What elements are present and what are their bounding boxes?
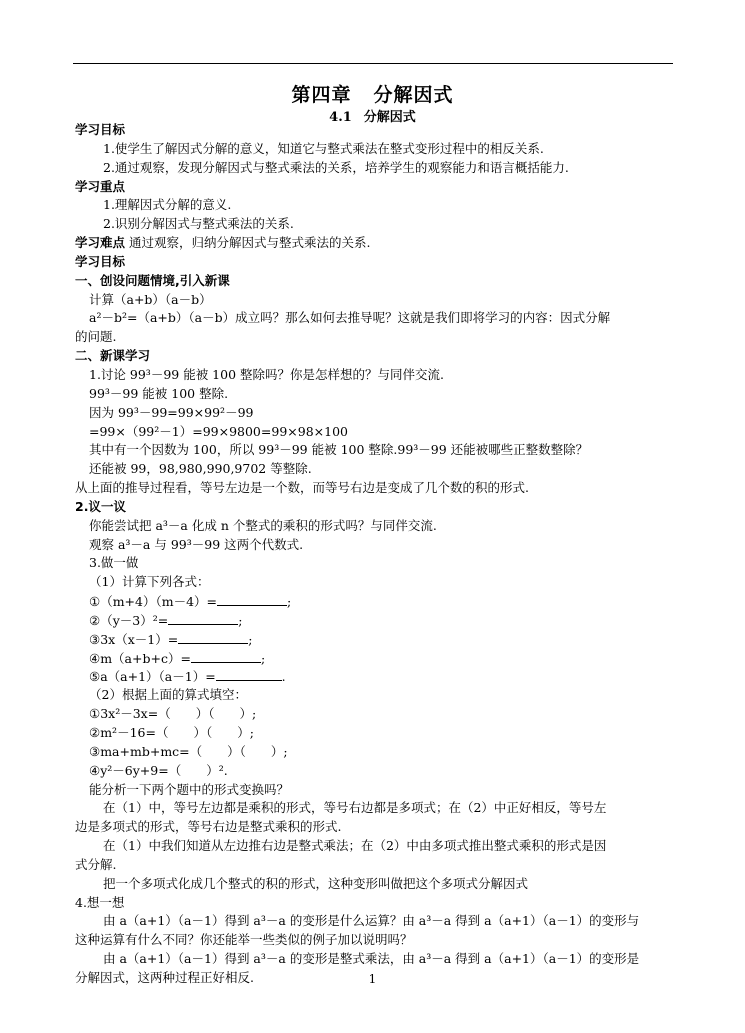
text-line [75,441,675,460]
section-number: 4.1 [329,110,352,125]
text-line [75,931,675,950]
section-name: 分解因式 [363,110,416,125]
text-line [75,253,675,272]
line-text: （1）计算下列各式： [89,574,210,590]
text-line [75,498,675,517]
answer-blank[interactable] [191,649,261,663]
line-text: 由 a（a+1）（a－1）得到 a³－a 的变形是整式乘法，由 a³－a 得到 a（a+1）（a－1）的变形是 [103,951,640,967]
text-line [75,423,675,442]
line-punctuation: ; [287,594,292,610]
text-line [75,950,675,969]
text-line [75,818,675,837]
chapter-name: 分解因式 [373,84,454,106]
line-text: 2.识别分解因式与整式乘法的关系. [103,216,294,232]
text-line [75,611,675,630]
text-line [75,649,675,668]
text-line [75,178,675,197]
text-line [75,234,675,253]
text-line [75,291,675,310]
text-line [75,856,675,875]
text-line [75,894,675,913]
text-line [75,592,675,611]
text-line [75,517,675,536]
text-line [75,799,675,818]
section-heading: 一、创设问题情境,引入新课 [75,272,230,288]
line-text: 边是多项式的形式，等号右边是整式乘积的形式. [75,819,342,835]
line-text: 计算（a+b）（a－b） [89,291,212,307]
section-heading: 2.议一议 [75,498,126,514]
answer-blank[interactable] [178,630,248,644]
chapter-number: 第四章 [291,84,352,106]
line-text: （2）根据上面的算式填空： [89,687,247,703]
line-text: a²－b²=（a+b）（a－b）成立吗？那么如何去推导呢？这就是我们即将学习的内容：因式分解 [89,310,611,326]
text-line [75,743,675,762]
line-text: 分解因式，这两种过程正好相反. [75,969,254,985]
line-text: 通过观察，归纳分解因式与整式乘法的关系. [125,235,371,251]
text-line [75,309,675,328]
text-line [75,536,675,555]
line-text: ③ma+mb+mc=（ ）（ ）; [89,743,288,759]
line-text: 能分析一下两个题中的形式变换吗？ [89,781,290,797]
line-text: 观察 a³－a 与 99³－99 这两个代数式. [89,536,304,552]
line-text: 在（1）中，等号左边都是乘积的形式，等号右边都是多项式；在（2）中正好相反，等号左 [103,800,607,816]
line-text: 这种运算有什么不同？你还能举一些类似的例子加以说明吗？ [75,932,413,948]
line-punctuation: ; [248,631,253,647]
line-text: 还能被 99，98,980,990,9702 等整除. [89,461,312,477]
text-line [75,385,675,404]
line-text: ④m（a+b+c）= [89,650,191,666]
line-text: 把一个多项式化成几个整式的积的形式，这种变形叫做把这个多项式分解因式 [103,875,529,891]
text-line [75,479,675,498]
text-line [75,159,675,178]
line-text: ①3x²－3x=（ ）（ ）; [89,706,257,722]
text-line [75,875,675,894]
text-line [75,667,675,686]
line-text: 1.理解因式分解的意义. [103,197,232,213]
answer-blank[interactable] [216,667,282,681]
line-text: 其中有一个因数为 100，所以 99³－99 能被 100 整除.99³－99 还能被哪些正整数整除？ [89,442,589,458]
line-text: ⑤a（a+1）（a－1）= [89,669,216,685]
section-heading: 学习重点 [75,178,126,194]
text-line [75,347,675,366]
line-text: 2.通过观察，发现分解因式与整式乘法的关系，培养学生的观察能力和语言概括能力. [103,159,569,175]
line-text: =99×（99²－1）=99×9800=99×98×100 [89,423,348,439]
line-text: ①（m+4）（m－4）= [89,594,218,610]
text-line [75,404,675,423]
text-line [75,781,675,800]
line-text: 由 a（a+1）（a－1）得到 a³－a 的变形是什么运算？由 a³－a 得到 a（a+1）（a－1）的变形与 [103,913,640,929]
text-line [75,686,675,705]
text-line [75,196,675,215]
section-heading: 学习目标 [75,122,126,137]
line-text: 1.使学生了解因式分解的意义，知道它与整式乘法在整式变形过程中的相反关系. [103,140,544,156]
text-line [75,762,675,781]
line-text: ②m²－16=（ ）（ ）; [89,725,254,740]
line-text: 3.做一做 [89,555,139,571]
page-number: 1 [368,972,377,986]
line-text: ④y²－6y+9=（ ）². [89,762,228,778]
line-text: 在（1）中我们知道从左边推右边是整式乘法；在（2）中由多项式推出整式乘积的形式是因 [103,838,607,854]
line-text: 式分解. [75,856,117,872]
section-heading: 二、新课学习 [75,348,151,364]
text-line [75,140,675,159]
line-text: ②（y－3）²= [89,612,169,628]
text-line [75,554,675,573]
text-line [75,705,675,724]
chapter-title [0,80,745,107]
line-punctuation: ; [260,650,266,666]
answer-blank[interactable] [217,592,287,606]
line-punctuation: ; [238,612,243,628]
line-text: 从上面的推导过程看，等号左边是一个数，而等号右边是变成了几个数的积的形式. [75,480,529,496]
section-heading: 学习难点 [75,235,126,251]
text-line [75,215,675,234]
answer-blank[interactable] [168,611,238,625]
text-line [75,724,675,743]
text-line [75,272,675,291]
line-text: 的问题. [75,329,117,345]
header-rule [73,63,673,64]
line-text: 因为 99³－99=99×99²－99 [89,404,254,420]
text-line [75,573,675,592]
line-text: 4.想一想 [75,894,125,910]
line-text: 99³－99 能被 100 整除. [89,385,229,401]
line-text: 你能尝试把 a³－a 化成 n 个整式的乘积的形式吗？与同伴交流. [89,517,437,533]
document-body [75,121,675,988]
text-line [75,630,675,649]
line-text: 1.讨论 99³－99 能被 100 整除吗？你是怎样想的？与同伴交流. [89,366,444,382]
line-punctuation: . [281,669,286,685]
text-line [75,121,675,140]
text-line [75,912,675,931]
line-text: ③3x（x－1）= [89,631,179,647]
text-line [75,837,675,856]
section-heading: 学习目标 [75,253,126,269]
text-line [75,328,675,347]
text-line [75,460,675,479]
text-line [75,366,675,385]
